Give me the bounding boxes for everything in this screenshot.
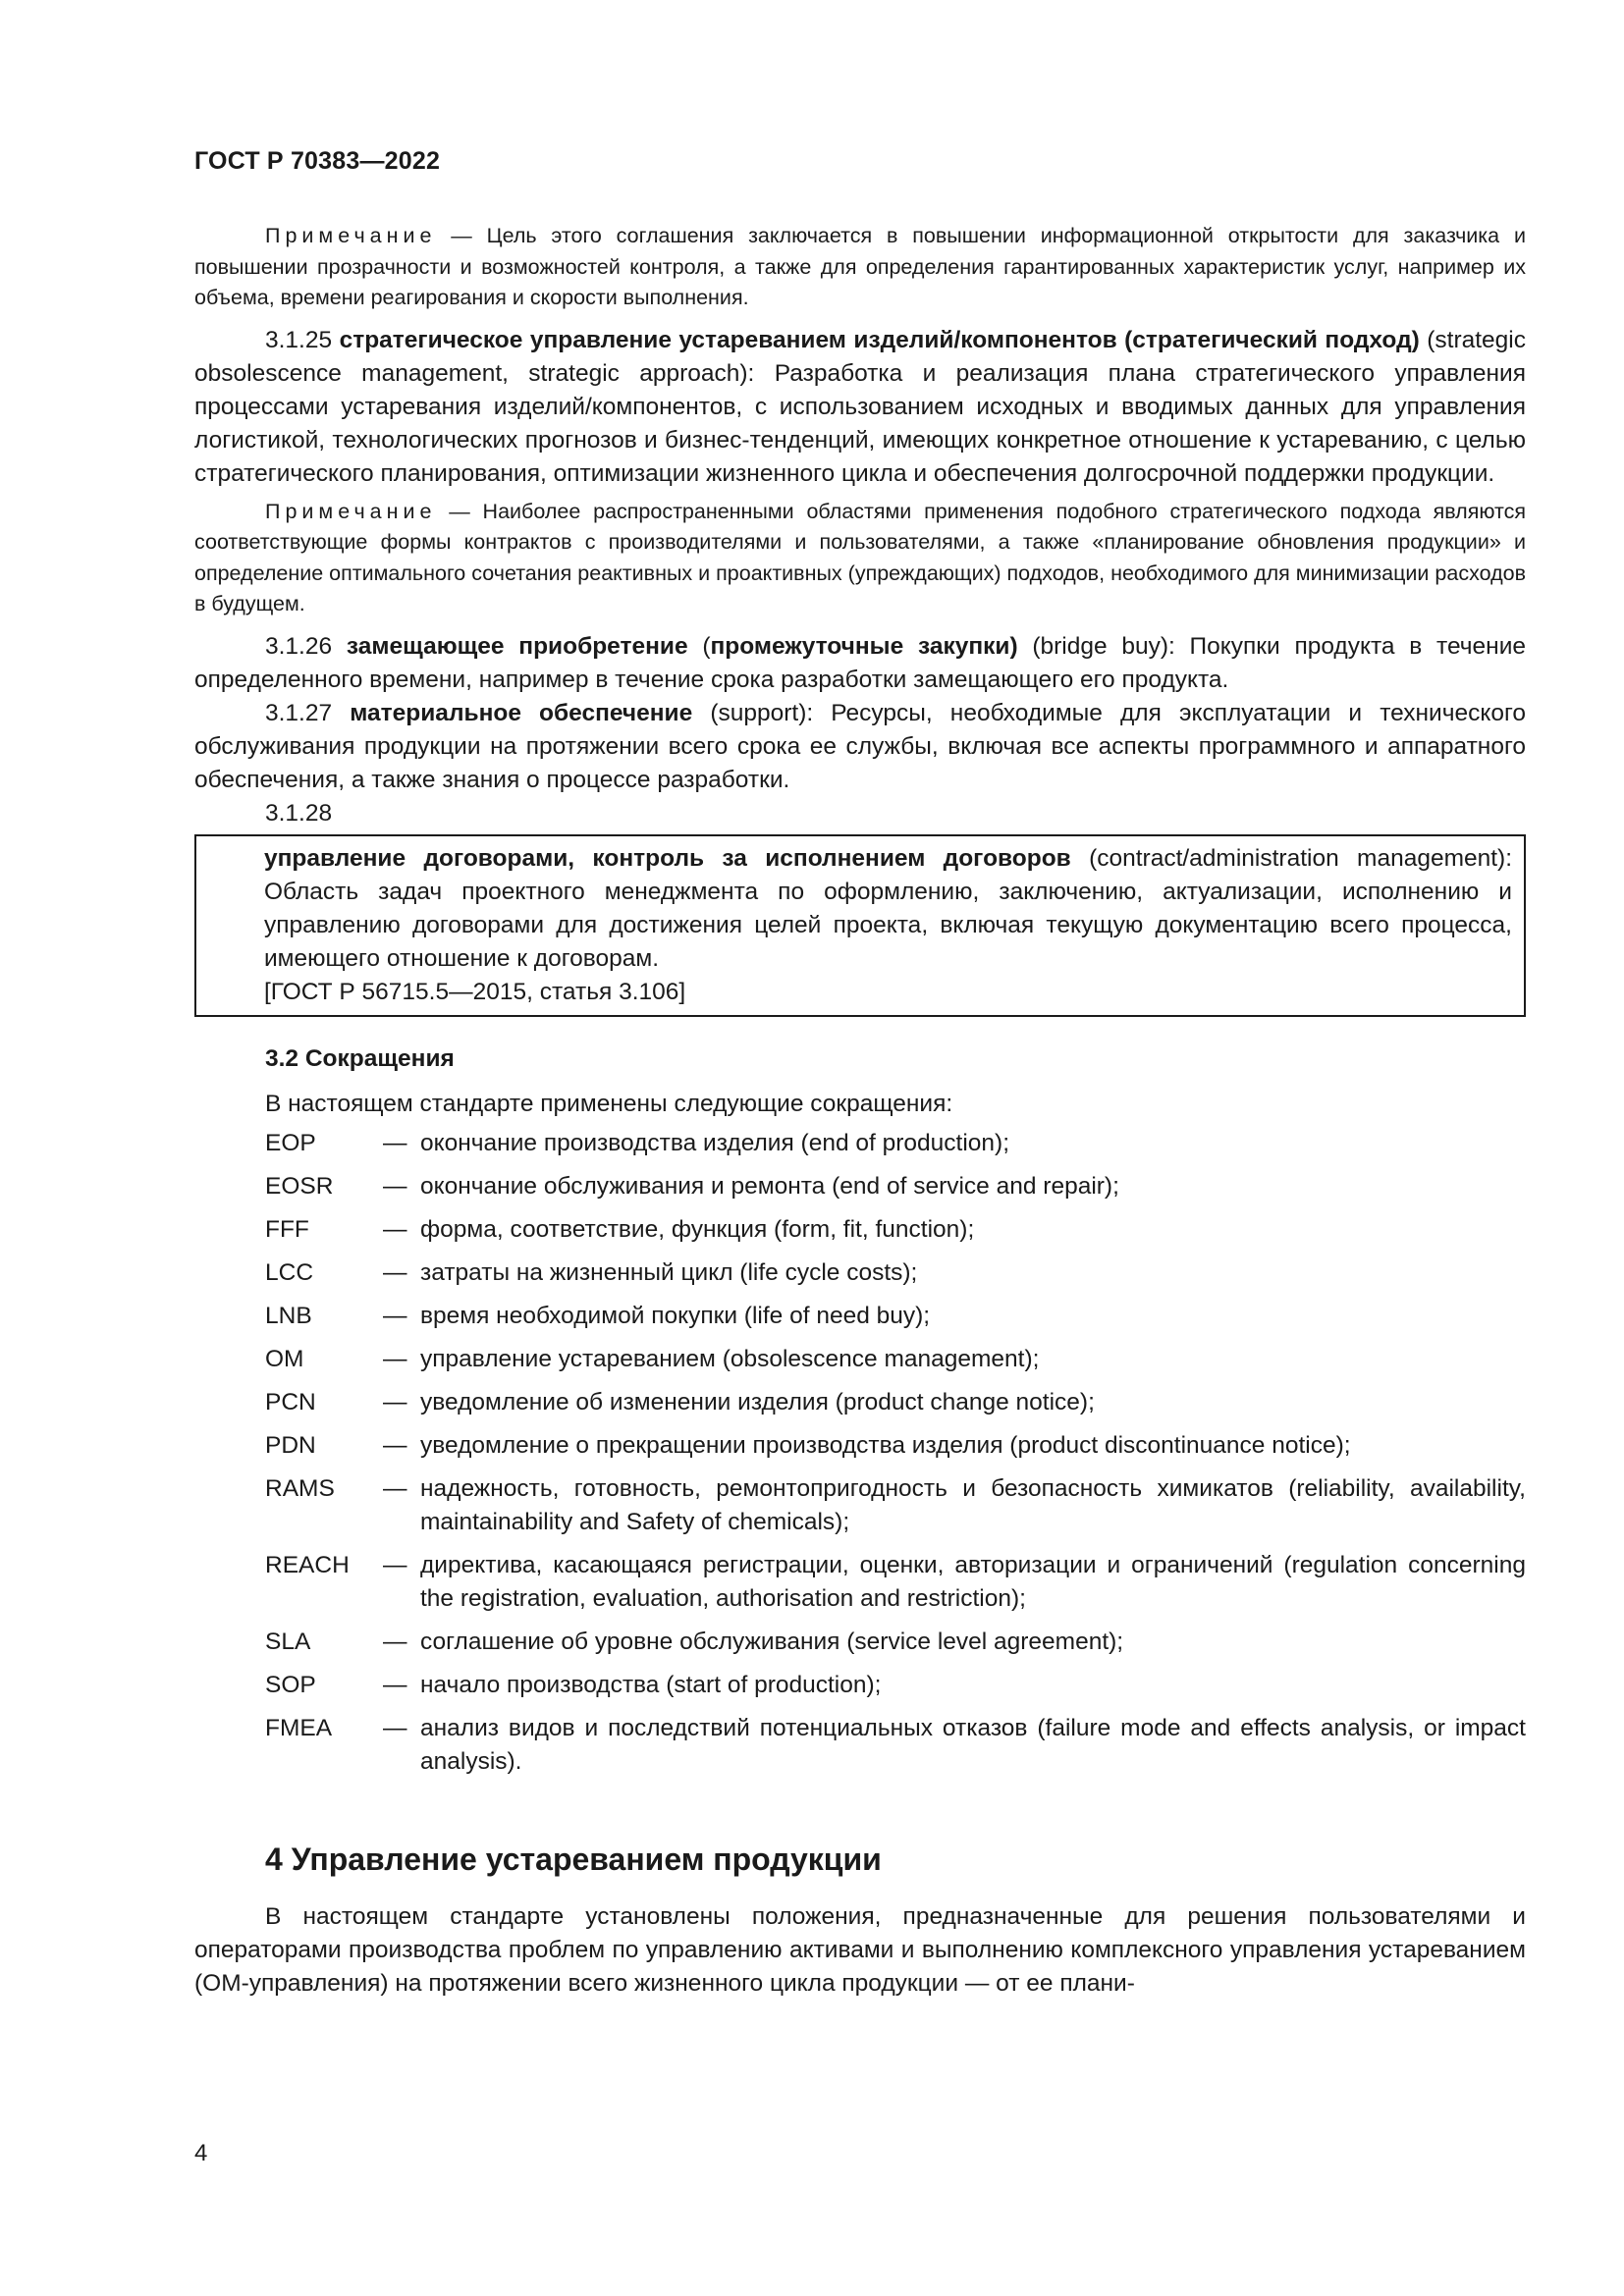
note-1 xyxy=(194,221,1526,314)
list-item xyxy=(194,1712,1526,1779)
term-number: 3.1.26 xyxy=(265,632,333,660)
abbr-dash: — xyxy=(383,1431,407,1459)
abbr-text: соглашение об уровне обслуживания (service level agreement); xyxy=(420,1628,1124,1655)
abbr-text: окончание производства изделия (end of production); xyxy=(420,1129,1010,1156)
term-number: 3.1.28 xyxy=(265,799,333,827)
section-4-paragraph xyxy=(194,1900,1526,2001)
term-3-1-26 xyxy=(194,630,1526,697)
section-4-heading: 4 Управление устареванием продукции xyxy=(265,1841,882,1877)
term-source: [ГОСТ Р 56715.5—2015, статья 3.106] xyxy=(264,978,686,1005)
page-number: 4 xyxy=(194,2140,208,2166)
abbr-text: директива, касающаяся регистрации, оценки, авторизации и ограничений (regulation concerning the registration, evaluation, authorisation and restriction); xyxy=(420,1551,1526,1612)
abbr-dash: — xyxy=(383,1172,407,1200)
abbr-text: время необходимой покупки (life of need buy); xyxy=(420,1302,931,1329)
term-number: 3.1.27 xyxy=(265,699,333,726)
abbr-dash: — xyxy=(383,1345,407,1372)
abbr-code: RAMS xyxy=(265,1474,335,1502)
abbr-code: PCN xyxy=(265,1388,316,1415)
term-3-1-28-box xyxy=(194,834,1526,1017)
abbr-text: форма, соответствие, функция (form, fit, function); xyxy=(420,1215,975,1243)
term-definition: (contract/administration management): Область задач проектного менеджмента по оформлению, заключению, актуализации, исполнению и управлению договорами для достижения целей проекта, включая текущую документацию всего процесса, имеющего отношение к договорам. xyxy=(264,844,1513,972)
list-item xyxy=(194,1343,1526,1376)
term-name: замещающее приобретение xyxy=(346,632,688,660)
list-item xyxy=(194,1549,1526,1616)
term-3-1-28 xyxy=(264,842,1512,976)
abbr-dash: — xyxy=(383,1671,407,1698)
abbr-dash: — xyxy=(383,1215,407,1243)
note-label: Примечание xyxy=(265,224,437,247)
abbr-text: анализ видов и последствий потенциальных отказов (failure mode and effects analysis, or impact analysis). xyxy=(420,1714,1526,1775)
term-3-1-25 xyxy=(194,324,1526,491)
abbr-dash: — xyxy=(383,1714,407,1741)
abbr-code: EOSR xyxy=(265,1172,334,1200)
list-item xyxy=(194,1669,1526,1702)
abbr-text: уведомление о прекращении производства изделия (product discontinuance notice); xyxy=(420,1431,1351,1459)
abbr-dash: — xyxy=(383,1388,407,1415)
term-definition: (bridge buy): Покупки продукта в течение определенного времени, например в течение срока разработки замещающего его продукта. xyxy=(194,632,1527,693)
abbr-text: управление устареванием (obsolescence management); xyxy=(420,1345,1040,1372)
section-3-2-intro: В настоящем стандарте применены следующие сокращения: xyxy=(265,1090,953,1117)
term-number: 3.1.25 xyxy=(265,326,333,353)
note-label: Примечание xyxy=(265,499,437,523)
abbr-text: надежность, готовность, ремонтопригодность и безопасность химикатов (reliability, availability, maintainability and Safety of chemicals); xyxy=(420,1474,1526,1535)
abbr-code: OM xyxy=(265,1345,304,1372)
term-name: управление договорами, контроль за исполнением договоров xyxy=(264,844,1071,872)
abbr-dash: — xyxy=(383,1129,407,1156)
abbr-code: EOP xyxy=(265,1129,316,1156)
abbr-text: уведомление об изменении изделия (product change notice); xyxy=(420,1388,1095,1415)
term-definition: (support): Ресурсы, необходимые для эксплуатации и технического обслуживания продукции на протяжении всего срока ее службы, включая все аспекты программного и аппаратного обеспечения, а также знания о процессе разработки. xyxy=(194,699,1526,793)
note-2 xyxy=(194,497,1526,620)
term-definition: Разработка и реализация плана стратегического управления процессами устаревания изделий/компонентов, с использованием исходных и вводимых данных для управления логистикой, технологических прогнозов и бизнес-тенденций, имеющих конкретное отношение к устареванию, с целью стратегического планирования, оптимизации жизненного цикла и обеспечения долгосрочной поддержки продукции. xyxy=(194,359,1526,487)
term-name: материальное обеспечение xyxy=(350,699,693,726)
term-name: стратегическое управление устареванием изделий/компонентов (стратегический подход) xyxy=(339,326,1420,353)
abbr-code: FMEA xyxy=(265,1714,333,1741)
abbr-dash: — xyxy=(383,1551,407,1578)
list-item xyxy=(194,1300,1526,1333)
abbr-dash: — xyxy=(383,1474,407,1502)
abbr-code: LNB xyxy=(265,1302,312,1329)
document-header: ГОСТ Р 70383—2022 xyxy=(194,147,441,175)
abbr-code: REACH xyxy=(265,1551,350,1578)
list-item xyxy=(194,1386,1526,1419)
term-paren: ( xyxy=(687,632,711,660)
term-name-alt: промежуточные закупки) xyxy=(710,632,1018,660)
abbr-text: затраты на жизненный цикл (life cycle costs); xyxy=(420,1258,918,1286)
section-3-2-heading: 3.2 Сокращения xyxy=(265,1044,455,1072)
list-item xyxy=(194,1127,1526,1160)
abbr-code: FFF xyxy=(265,1215,309,1243)
note-text: — Наиболее распространенными областями применения подобного стратегического подхода являются соответствующие формы контрактов с производителями и пользователями, а также «планирование обновления продукции» и определение оптимального сочетания реактивных и проактивных (упреждающих) подходов, необходимого для минимизации расходов в будущем. xyxy=(194,499,1526,615)
abbr-code: PDN xyxy=(265,1431,316,1459)
abbreviations-list xyxy=(194,1127,1526,1779)
abbr-text: начало производства (start of production); xyxy=(420,1671,882,1698)
section-4-text: В настоящем стандарте установлены положения, предназначенные для решения пользователями и операторами производства проблем по управлению активами и выполнению комплексного управления устареванием (ОМ-управления) на протяжении всего жизненного цикла продукции — от ее плани- xyxy=(194,1902,1526,1997)
list-item xyxy=(194,1170,1526,1203)
abbr-code: SOP xyxy=(265,1671,316,1698)
list-item xyxy=(194,1472,1526,1539)
list-item xyxy=(194,1213,1526,1247)
abbr-text: окончание обслуживания и ремонта (end of service and repair); xyxy=(420,1172,1119,1200)
abbr-dash: — xyxy=(383,1258,407,1286)
term-english: (strategic obsolescence management, strategic approach): xyxy=(194,326,1526,387)
list-item xyxy=(194,1256,1526,1290)
note-text: — Цель этого соглашения заключается в повышении информационной открытости для заказчика и повышении прозрачности и возможностей контроля, а также для определения гарантированных характеристик услуг, например их объема, времени реагирования и скорости выполнения. xyxy=(194,224,1526,309)
abbr-code: LCC xyxy=(265,1258,314,1286)
list-item xyxy=(194,1429,1526,1463)
document-page xyxy=(194,147,1526,2001)
term-3-1-27 xyxy=(194,697,1526,797)
abbr-dash: — xyxy=(383,1302,407,1329)
term-3-1-28-number xyxy=(194,797,1526,830)
list-item xyxy=(194,1626,1526,1659)
abbr-dash: — xyxy=(383,1628,407,1655)
abbr-code: SLA xyxy=(265,1628,311,1655)
